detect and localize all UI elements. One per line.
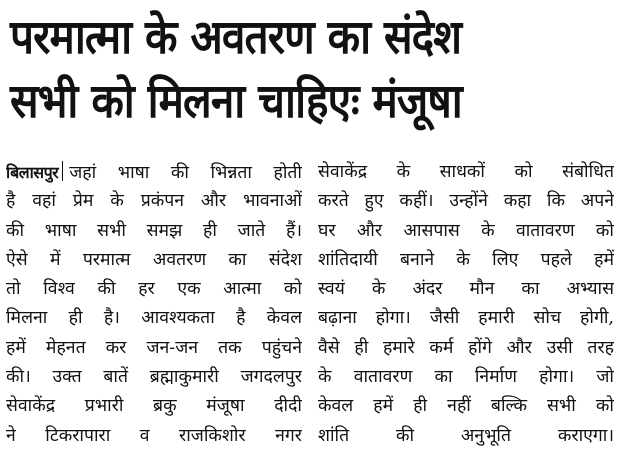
article-line <box>6 422 302 451</box>
article-line-text: सेवाकेंद्र प्रभारी ब्रकु मंजूषा दीदी <box>6 396 302 417</box>
article-line-text: स्वयं के अंदर मौन का अभ्यास <box>318 279 614 300</box>
article-line-text: ने टिकरापारा व राजकिशोर नगर <box>6 425 302 446</box>
article-line <box>318 363 614 392</box>
headline-line-1: परमात्मा के अवतरण का संदेश <box>10 10 462 65</box>
article-line <box>6 392 302 421</box>
article-line-text: ऐसे में परमात्म अवतरण का संदेश <box>6 249 302 270</box>
article-line <box>318 158 614 187</box>
article-line <box>318 217 614 246</box>
article-line <box>6 363 302 392</box>
article-line <box>6 187 302 216</box>
article-line <box>318 392 614 421</box>
article-line <box>6 304 302 333</box>
article-line-text: शांति की अनुभूति कराएगा। <box>318 425 614 446</box>
article-line-text: की। उक्त बातें ब्रह्माकुमारी जगदलपुर <box>6 367 302 388</box>
article-line <box>6 246 302 275</box>
article-line-text: के वातावरण का निर्माण होगा। जो <box>318 367 614 388</box>
article-line-text: बढ़ाना होगा। जैसी हमारी सोच होगी, <box>318 308 614 329</box>
dateline: बिलासपुर <box>6 163 59 182</box>
article-line-text: शांतिदायी बनाने के लिए पहले हमें <box>318 249 614 270</box>
article-line <box>6 275 302 304</box>
headline <box>10 6 550 134</box>
article-line <box>318 422 614 451</box>
article-line-text: सेवाकेंद्र के साधकों को संबोधित <box>318 162 614 182</box>
article-line <box>318 187 614 216</box>
article-line-text: केवल हमें ही नहीं बल्कि सभी को <box>318 396 614 417</box>
article-column-right <box>318 158 614 468</box>
article-line <box>6 334 302 363</box>
article-line-text: करते हुए कहीं। उन्होंने कहा कि अपने <box>318 191 614 212</box>
article-line <box>318 275 614 304</box>
article-line-text: है वहां प्रेम के प्रकंपन और भावनाओं <box>6 191 302 212</box>
article-line <box>318 246 614 275</box>
article-column-left <box>6 158 302 468</box>
article-line-text: मिलना ही है। आवश्यकता है केवल <box>6 308 302 329</box>
article-line <box>6 217 302 246</box>
article-line <box>6 158 302 187</box>
dateline-divider <box>62 161 63 181</box>
article-body <box>6 158 614 468</box>
article-line-text: तो विश्व की हर एक आत्मा को <box>6 279 302 300</box>
article-line <box>318 334 614 363</box>
article-line-text: की भाषा सभी समझ ही जाते हैं। <box>6 220 302 241</box>
article-line <box>318 304 614 333</box>
article-line-text: घर और आसपास के वातावरण को <box>318 220 614 241</box>
headline-line-2: सभी को मिलना चाहिएः मंजूषा <box>10 74 462 129</box>
article-line-text: हमें मेहनत कर जन-जन तक पहुंचने <box>6 337 302 358</box>
article-line-text: वैसे ही हमारे कर्म होंगे और उसी तरह <box>318 337 614 358</box>
article-line-text: जहां भाषा की भिन्नता होती <box>69 163 302 183</box>
